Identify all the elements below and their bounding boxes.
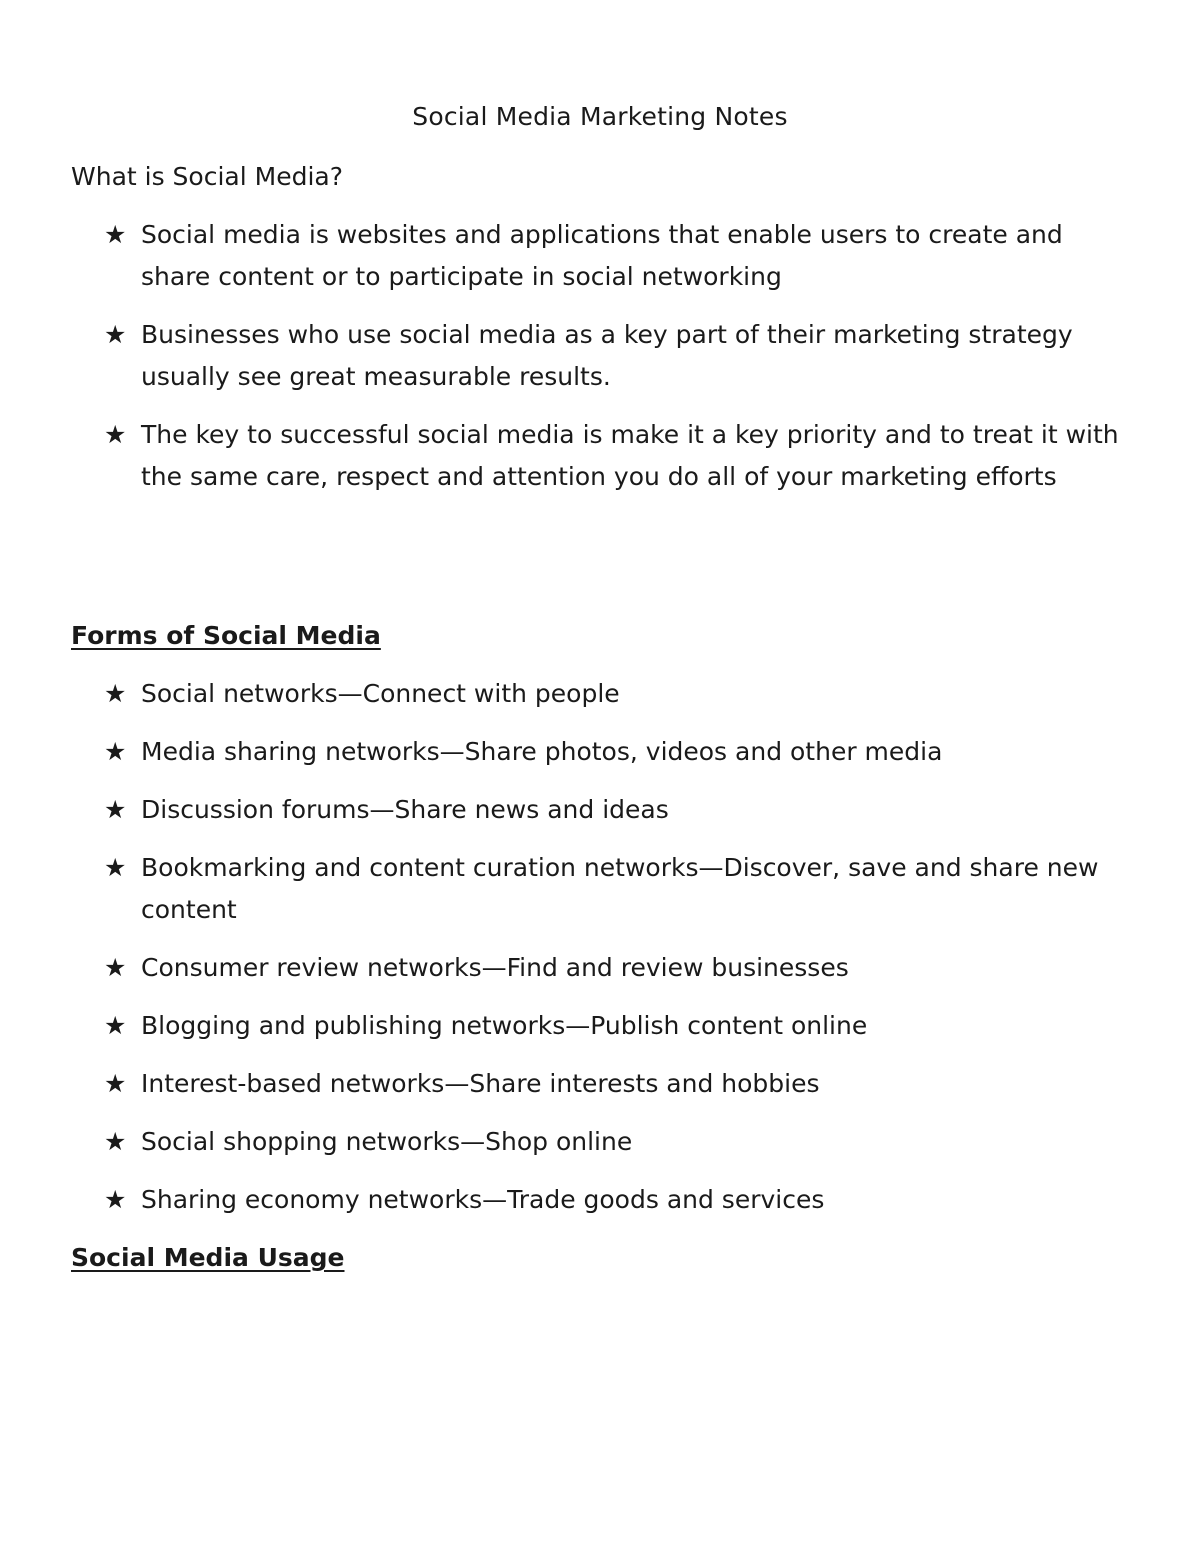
list-item-text: Blogging and publishing networks—Publish content online: [141, 1011, 868, 1040]
star-icon: ★: [104, 795, 127, 824]
list-item-text: Bookmarking and content curation networks—Discover, save and share new content: [141, 853, 1099, 924]
section-heading-usage: Social Media Usage: [71, 1243, 345, 1272]
list-item: [104, 789, 1134, 831]
list-item-text: Discussion forums—Share news and ideas: [141, 795, 669, 824]
list-item-text: Social media is websites and applications that enable users to create and share content or to participate in social networking: [141, 220, 1063, 291]
section-heading-forms: Forms of Social Media: [71, 621, 381, 650]
list-item: [104, 1121, 1134, 1163]
list-item-text: Businesses who use social media as a key part of their marketing strategy usually see great measurable results.: [141, 320, 1073, 391]
star-icon: ★: [104, 220, 127, 249]
star-icon: ★: [104, 320, 127, 349]
forms-bullet-list: [104, 673, 1134, 1237]
list-item-text: Media sharing networks—Share photos, videos and other media: [141, 737, 943, 766]
list-item: [104, 847, 1134, 931]
list-item-text: Interest-based networks—Share interests and hobbies: [141, 1069, 820, 1098]
list-item: [104, 214, 1134, 298]
star-icon: ★: [104, 953, 127, 982]
list-item: [104, 947, 1134, 989]
list-item: [104, 414, 1134, 498]
star-icon: ★: [104, 853, 127, 882]
intro-bullet-list: [104, 214, 1134, 514]
list-item-text: Sharing economy networks—Trade goods and services: [141, 1185, 825, 1214]
list-item-text: Social networks—Connect with people: [141, 679, 620, 708]
list-item-text: Social shopping networks—Shop online: [141, 1127, 633, 1156]
page-title: Social Media Marketing Notes: [412, 102, 788, 131]
list-item: [104, 314, 1134, 398]
star-icon: ★: [104, 1185, 127, 1214]
list-item: [104, 731, 1134, 773]
star-icon: ★: [104, 1011, 127, 1040]
list-item: [104, 1179, 1134, 1221]
star-icon: ★: [104, 420, 127, 449]
star-icon: ★: [104, 1069, 127, 1098]
list-item-text: The key to successful social media is make it a key priority and to treat it with the same care, respect and attention you do all of your marketing efforts: [141, 420, 1119, 491]
star-icon: ★: [104, 737, 127, 766]
star-icon: ★: [104, 679, 127, 708]
list-item: [104, 1063, 1134, 1105]
list-item: [104, 673, 1134, 715]
list-item-text: Consumer review networks—Find and review businesses: [141, 953, 849, 982]
list-item: [104, 1005, 1134, 1047]
subheading-what-is-social-media: What is Social Media?: [71, 162, 343, 191]
star-icon: ★: [104, 1127, 127, 1156]
